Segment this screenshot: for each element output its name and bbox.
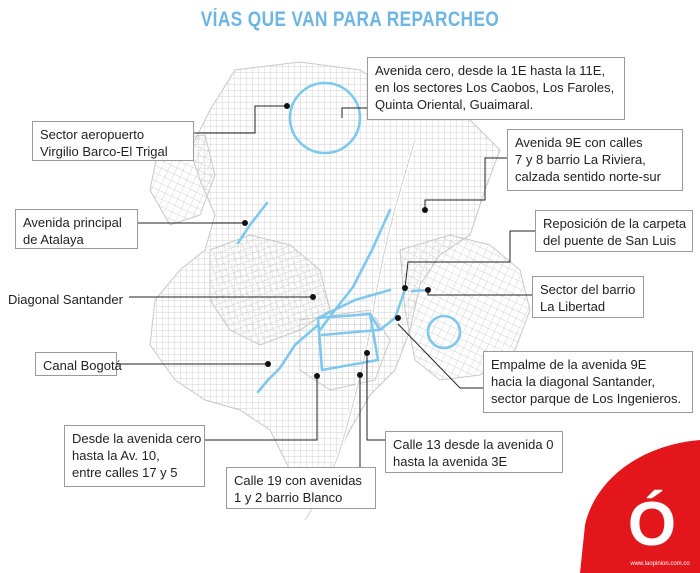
label-line: Canal Bogotá	[43, 358, 122, 373]
label-line: Reposición de la carpeta	[543, 216, 687, 231]
label-empalme	[483, 351, 693, 413]
label-line: Desde la avenida cero	[72, 431, 202, 446]
label-atalaya	[15, 209, 138, 249]
label-line: Avenida 9E con calles	[515, 135, 643, 150]
label-line: sector parque de Los Ingenieros.	[491, 391, 682, 406]
label-line: Avenida cero, desde la 1E hasta la 11E,	[375, 63, 606, 78]
label-line: hasta la Av. 10,	[72, 448, 160, 463]
la-opinion-logo	[580, 440, 700, 573]
label-line: 7 y 8 barrio La Riviera,	[515, 152, 646, 167]
urban-area	[150, 62, 530, 490]
label-line: de Atalaya	[23, 232, 84, 247]
label-line: entre calles 17 y 5	[72, 465, 178, 480]
label-line: Calle 19 con avenidas	[234, 473, 362, 488]
label-line: Virgilio Barco-El Trigal	[40, 144, 168, 159]
logo-mark: Ó	[627, 490, 677, 559]
label-calle-13	[385, 431, 563, 473]
label-line: hasta la avenida 3E	[393, 454, 508, 469]
label-avenida-cero	[367, 57, 625, 120]
logo-url: www.laopinion.com.co	[630, 561, 690, 567]
label-la-libertad	[532, 276, 644, 318]
label-calle-19	[226, 467, 376, 509]
label-line: Empalme de la avenida 9E	[491, 357, 647, 372]
page-title: VÍAS QUE VAN PARA REPARCHEO	[200, 8, 500, 31]
label-desde-avenida-cero	[64, 425, 205, 487]
label-san-luis	[535, 210, 693, 252]
label-line: Quinta Oriental, Guaimaral.	[375, 97, 534, 112]
label-line: Diagonal Santander	[8, 292, 123, 307]
label-canal-bogota	[35, 352, 122, 376]
label-line: del puente de San Luis	[543, 233, 676, 248]
label-line: Sector del barrio	[540, 282, 636, 297]
label-line: Avenida principal	[23, 215, 122, 230]
label-line: calzada sentido norte-sur	[515, 169, 661, 184]
label-avenida-9e	[507, 129, 683, 191]
label-line: 1 y 2 barrio Blanco	[234, 490, 343, 505]
label-line: La Libertad	[540, 299, 606, 314]
label-line: hacia la diagonal Santander,	[491, 374, 656, 389]
label-line: Sector aeropuerto	[40, 127, 145, 142]
label-line: Calle 13 desde la avenida 0	[393, 437, 554, 452]
label-line: en los sectores Los Caobos, Los Faroles,	[375, 80, 615, 95]
label-aeropuerto	[32, 121, 194, 161]
label-diagonal-santander	[0, 286, 129, 310]
